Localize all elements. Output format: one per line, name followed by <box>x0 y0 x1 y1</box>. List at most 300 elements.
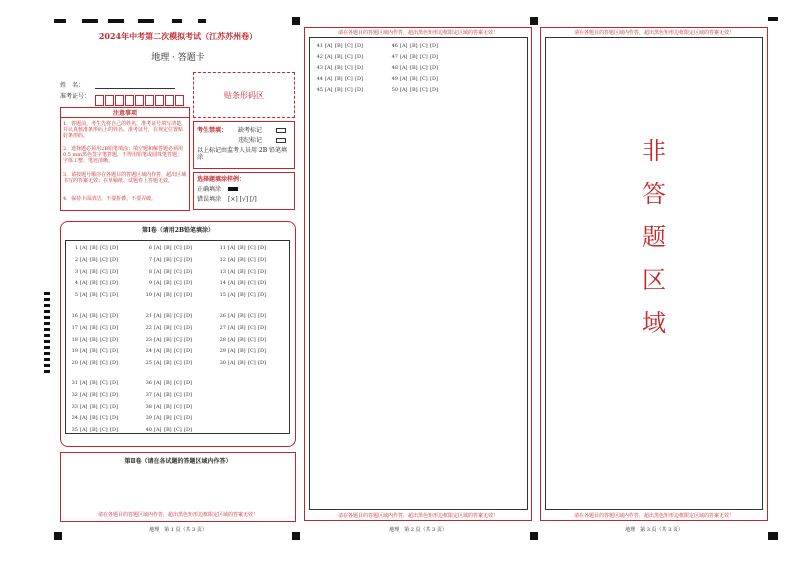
answer-bubble[interactable]: [D] <box>110 380 118 386</box>
answer-bubble[interactable]: [B] <box>90 256 98 263</box>
mcq-row <box>67 292 120 298</box>
answer-bubble[interactable]: [B] <box>90 427 98 434</box>
answer-bubble[interactable]: [B] <box>164 360 172 367</box>
timing-mark <box>108 19 124 23</box>
answer-bubble[interactable]: [C] <box>174 336 182 343</box>
answer-bubble[interactable]: [C] <box>100 256 108 263</box>
answer-bubble[interactable]: [A] <box>80 256 88 263</box>
corner-mark <box>292 532 300 540</box>
answer-bubble[interactable]: [D] <box>258 245 266 251</box>
mcq-row <box>215 280 268 286</box>
answer-bubble[interactable]: [C] <box>100 324 108 331</box>
answer-bubble[interactable]: [A] <box>325 65 333 71</box>
section1-title: 第Ⅰ卷（请用2B铅笔填涂） <box>141 227 215 234</box>
answer-bubble[interactable]: [A] <box>228 336 236 343</box>
answer-bubble[interactable]: [A] <box>400 65 408 71</box>
answer-bubble[interactable]: [C] <box>100 415 108 422</box>
side-mark <box>44 352 50 355</box>
mcq-row <box>67 280 120 286</box>
answer-bubble[interactable]: [A] <box>80 245 88 251</box>
answer-bubble[interactable]: [C] <box>174 348 182 355</box>
answer-bubble[interactable]: [C] <box>100 292 108 299</box>
mcq-row <box>67 360 120 366</box>
section2-title: 第Ⅱ卷（请在各试题的答题区域内作答） <box>124 458 232 465</box>
answer-bubble[interactable]: [C] <box>100 245 108 251</box>
question-number: 38 <box>145 403 152 410</box>
barcode-label: 贴条形码区 <box>224 91 264 100</box>
answer-bubble[interactable]: [A] <box>154 348 162 355</box>
answer-bubble[interactable]: [B] <box>410 54 418 60</box>
page2-answer-area[interactable] <box>309 37 528 510</box>
mcq-row <box>67 392 120 398</box>
answer-bubble[interactable]: [D] <box>110 348 118 355</box>
answer-bubble[interactable]: [B] <box>164 256 172 263</box>
answer-bubble[interactable]: [A] <box>228 245 236 251</box>
mcq-row <box>141 292 194 298</box>
answer-bubble[interactable]: [C] <box>248 336 256 343</box>
answer-bubble[interactable]: [B] <box>90 380 98 386</box>
answer-bubble[interactable]: [A] <box>154 268 162 275</box>
answer-bubble[interactable]: [B] <box>238 268 246 275</box>
id-label: 准考证号： <box>60 93 91 100</box>
sheet-subtitle: 地理 · 答题卡 <box>151 53 205 63</box>
answer-bubble[interactable]: [B] <box>410 65 418 71</box>
fill-example-title: 选择题填涂样例： <box>197 176 246 183</box>
wrong-fill-samples: [×] [√] [/] <box>228 196 257 203</box>
answer-bubble[interactable]: [B] <box>164 415 172 422</box>
mcq-row <box>67 269 120 275</box>
answer-bubble[interactable]: [D] <box>110 292 118 299</box>
side-mark <box>44 334 50 337</box>
answer-bubble[interactable]: [A] <box>154 292 162 299</box>
answer-bubble[interactable]: [B] <box>238 280 246 287</box>
answer-bubble[interactable]: [D] <box>258 280 266 287</box>
answer-bubble[interactable]: [D] <box>110 415 118 422</box>
answer-bubble[interactable]: [A] <box>325 87 333 93</box>
answer-bubble[interactable]: [D] <box>355 76 363 82</box>
answer-bubble[interactable]: [B] <box>238 324 246 331</box>
answer-bubble[interactable]: [C] <box>174 324 182 331</box>
answer-bubble[interactable]: [D] <box>184 292 192 299</box>
question-number: 30 <box>219 360 226 367</box>
answer-bubble[interactable]: [C] <box>248 324 256 331</box>
cheat-checkbox[interactable] <box>276 138 286 143</box>
corner-mark <box>530 17 538 25</box>
answer-bubble[interactable]: [B] <box>164 280 172 287</box>
mcq-row <box>387 76 440 82</box>
answer-bubble[interactable]: [A] <box>325 76 333 82</box>
answer-bubble[interactable]: [B] <box>335 87 343 93</box>
answer-bubble[interactable]: [D] <box>184 348 192 355</box>
mcq-row <box>67 427 120 433</box>
answer-bubble[interactable]: [B] <box>238 245 246 251</box>
answer-bubble[interactable]: [D] <box>258 360 266 367</box>
answer-bubble[interactable]: [C] <box>345 76 353 82</box>
answer-bubble[interactable]: [A] <box>154 391 162 398</box>
answer-bubble[interactable]: [B] <box>90 324 98 331</box>
answer-bubble[interactable]: [D] <box>184 280 192 287</box>
answer-bubble[interactable]: [D] <box>355 43 363 49</box>
answer-bubble[interactable]: [B] <box>90 360 98 367</box>
question-number: 23 <box>145 336 152 343</box>
non-answer-char: 答 <box>642 180 666 208</box>
answer-bubble[interactable]: [B] <box>164 336 172 343</box>
answer-bubble[interactable]: [C] <box>248 268 256 275</box>
answer-bubble[interactable]: [D] <box>110 336 118 343</box>
answer-bubble[interactable]: [C] <box>345 65 353 71</box>
answer-bubble[interactable]: [A] <box>80 313 88 319</box>
answer-bubble[interactable]: [D] <box>184 313 192 319</box>
answer-bubble[interactable]: [A] <box>154 245 162 251</box>
answer-bubble[interactable]: [C] <box>248 280 256 287</box>
answer-bubble[interactable]: [C] <box>100 380 108 386</box>
answer-bubble[interactable]: [A] <box>80 391 88 398</box>
answer-bubble[interactable]: [D] <box>430 43 438 49</box>
answer-bubble[interactable]: [A] <box>154 336 162 343</box>
answer-bubble[interactable]: [D] <box>430 65 438 71</box>
question-number: 33 <box>71 403 78 410</box>
answer-bubble[interactable]: [B] <box>410 87 418 93</box>
answer-bubble[interactable]: [A] <box>154 360 162 367</box>
answer-bubble[interactable]: [C] <box>420 43 428 49</box>
answer-bubble[interactable]: [A] <box>228 256 236 263</box>
answer-bubble[interactable]: [C] <box>420 54 428 60</box>
corner-mark <box>768 532 778 540</box>
answer-bubble[interactable]: [C] <box>100 348 108 355</box>
answer-bubble[interactable]: [C] <box>174 427 182 434</box>
answer-bubble[interactable]: [C] <box>248 292 256 299</box>
answer-bubble[interactable]: [B] <box>164 427 172 434</box>
answer-bubble[interactable]: [B] <box>164 268 172 275</box>
answer-bubble[interactable]: [A] <box>80 268 88 275</box>
answer-bubble[interactable]: [A] <box>325 54 333 60</box>
answer-bubble[interactable]: [C] <box>174 360 182 367</box>
answer-bubble[interactable]: [D] <box>110 403 118 410</box>
answer-bubble[interactable]: [A] <box>228 348 236 355</box>
answer-bubble[interactable]: [B] <box>164 324 172 331</box>
notice-title: 注意事项 <box>112 110 137 117</box>
answer-bubble[interactable]: [D] <box>184 360 192 367</box>
answer-bubble[interactable]: [D] <box>258 292 266 299</box>
answer-bubble[interactable]: [B] <box>164 391 172 398</box>
answer-bubble[interactable]: [C] <box>345 43 353 49</box>
answer-bubble[interactable]: [B] <box>164 292 172 299</box>
answer-bubble[interactable]: [D] <box>184 245 192 251</box>
answer-bubble[interactable]: [D] <box>184 380 192 386</box>
answer-bubble[interactable]: [A] <box>80 403 88 410</box>
answer-bubble[interactable]: [B] <box>164 380 172 386</box>
question-number: 42 <box>316 54 323 60</box>
answer-bubble[interactable]: [D] <box>355 87 363 93</box>
answer-bubble[interactable]: [A] <box>80 292 88 299</box>
answer-bubble[interactable]: [A] <box>80 324 88 331</box>
question-number: 18 <box>71 336 78 343</box>
answer-bubble[interactable]: [B] <box>90 391 98 398</box>
notice-item-2: 2．选择题必须用2B铅笔填涂；填空题和解答题必须用0.5 mm黑色签字笔答题，不得用铅笔或圆珠笔答题；字体工整、笔迹清晰。 <box>63 146 184 164</box>
answer-bubble[interactable]: [D] <box>110 268 118 275</box>
answer-bubble[interactable]: [D] <box>355 65 363 71</box>
answer-bubble[interactable]: [B] <box>164 313 172 319</box>
answer-bubble[interactable]: [C] <box>100 280 108 287</box>
answer-bubble[interactable]: [C] <box>248 256 256 263</box>
side-mark <box>44 328 50 331</box>
answer-bubble[interactable]: [A] <box>154 415 162 422</box>
answer-bubble[interactable]: [C] <box>174 313 182 319</box>
answer-bubble[interactable]: [C] <box>345 87 353 93</box>
question-number: 35 <box>71 427 78 434</box>
name-label: 姓 名： <box>60 82 85 89</box>
answer-bubble[interactable]: [B] <box>164 403 172 410</box>
answer-bubble[interactable]: [B] <box>238 313 246 319</box>
answer-bubble[interactable]: [D] <box>184 403 192 410</box>
answer-bubble[interactable]: [C] <box>345 54 353 60</box>
question-number: 4 <box>74 280 78 287</box>
answer-bubble[interactable]: [B] <box>90 415 98 422</box>
answer-bubble[interactable]: [B] <box>90 292 98 299</box>
answer-bubble[interactable]: [D] <box>184 336 192 343</box>
answer-bubble[interactable]: [D] <box>258 268 266 275</box>
answer-bubble[interactable]: [A] <box>154 313 162 319</box>
answer-bubble[interactable]: [D] <box>430 87 438 93</box>
answer-bubble[interactable]: [C] <box>174 403 182 410</box>
mcq-row <box>312 43 365 49</box>
answer-bubble[interactable]: [C] <box>174 245 182 251</box>
answer-bubble[interactable]: [A] <box>228 324 236 331</box>
non-answer-area-text <box>545 130 763 345</box>
exam-title: 2024年中考第二次模拟考试（江苏苏州卷） <box>98 31 258 41</box>
answer-bubble[interactable]: [D] <box>184 256 192 263</box>
answer-bubble[interactable]: [A] <box>228 360 236 367</box>
answer-bubble[interactable]: [A] <box>400 76 408 82</box>
answer-bubble[interactable]: [A] <box>154 280 162 287</box>
answer-bubble[interactable]: [B] <box>90 336 98 343</box>
question-number: 22 <box>145 324 152 331</box>
non-answer-char: 题 <box>642 223 666 251</box>
mcq-row <box>215 348 268 354</box>
mcq-row <box>67 313 120 319</box>
question-number: 36 <box>145 380 152 386</box>
answer-bubble[interactable]: [C] <box>248 245 256 251</box>
answer-bubble[interactable]: [B] <box>335 43 343 49</box>
answer-bubble[interactable]: [C] <box>248 348 256 355</box>
answer-bubble[interactable]: [C] <box>420 76 428 82</box>
corner-mark <box>530 532 538 540</box>
answer-bubble[interactable]: [C] <box>174 380 182 386</box>
footer-page-3: 地理 第 3 页（共 3 页） <box>625 527 683 533</box>
question-number: 39 <box>145 415 152 422</box>
mcq-row <box>67 245 120 251</box>
question-number: 11 <box>219 245 226 251</box>
answer-bubble[interactable]: [C] <box>100 360 108 367</box>
side-mark <box>44 358 50 361</box>
mcq-row <box>387 43 440 49</box>
answer-bubble[interactable]: [D] <box>355 54 363 60</box>
correct-fill-label: 正确填涂 <box>197 186 222 193</box>
question-number: 10 <box>145 292 152 299</box>
answer-bubble[interactable]: [B] <box>90 403 98 410</box>
question-number: 27 <box>219 324 226 331</box>
answer-bubble[interactable]: [D] <box>258 313 266 319</box>
mcq-row <box>215 257 268 263</box>
answer-bubble[interactable]: [B] <box>410 76 418 82</box>
mcq-row <box>141 348 194 354</box>
timing-mark <box>138 19 154 23</box>
mcq-row <box>67 257 120 263</box>
side-mark <box>44 304 50 307</box>
answer-bubble[interactable]: [C] <box>174 268 182 275</box>
answer-bubble[interactable]: [B] <box>164 348 172 355</box>
answer-bubble[interactable]: [C] <box>248 313 256 319</box>
answer-bubble[interactable]: [A] <box>80 380 88 386</box>
mcq-row <box>215 313 268 319</box>
mcq-row <box>141 392 194 398</box>
answer-bubble[interactable]: [D] <box>110 256 118 263</box>
answer-bubble[interactable]: [C] <box>174 292 182 299</box>
notice-item-3: 3．请按题号顺序在各题目的答题区域内作答，超出区域书写的答案无效；在草稿纸、试题卷上答题无效。 <box>63 172 187 184</box>
answer-bubble[interactable]: [D] <box>258 348 266 355</box>
answer-bubble[interactable]: [D] <box>110 360 118 367</box>
mcq-row <box>141 245 194 251</box>
answer-bubble[interactable]: [D] <box>430 76 438 82</box>
answer-bubble[interactable]: [A] <box>228 268 236 275</box>
question-number: 6 <box>148 245 152 251</box>
absent-checkbox[interactable] <box>276 128 286 133</box>
answer-bubble[interactable]: [C] <box>100 336 108 343</box>
status-note: 以上标记由监考人员用 2B 铅笔填涂 <box>197 147 288 161</box>
corner-mark <box>54 532 62 540</box>
answer-bubble[interactable]: [B] <box>164 245 172 251</box>
answer-bubble[interactable]: [D] <box>184 415 192 422</box>
answer-bubble[interactable]: [B] <box>238 292 246 299</box>
answer-bubble[interactable]: [D] <box>184 268 192 275</box>
answer-bubble[interactable]: [C] <box>174 280 182 287</box>
answer-bubble[interactable]: [A] <box>154 324 162 331</box>
answer-bubble[interactable]: [D] <box>430 54 438 60</box>
answer-bubble[interactable]: [D] <box>110 245 118 251</box>
mcq-row <box>141 427 194 433</box>
answer-bubble[interactable]: [A] <box>80 280 88 287</box>
mcq-row <box>387 65 440 71</box>
answer-bubble[interactable]: [B] <box>90 245 98 251</box>
answer-bubble[interactable]: [A] <box>400 43 408 49</box>
answer-bubble[interactable]: [D] <box>184 427 192 434</box>
timing-mark <box>172 19 182 23</box>
question-number: 17 <box>71 324 78 331</box>
answer-bubble[interactable]: [C] <box>100 313 108 319</box>
mcq-row <box>215 292 268 298</box>
answer-bubble[interactable]: [D] <box>110 427 118 434</box>
cheat-label: 违纪标记 <box>238 137 263 144</box>
page2-warning-top: 请在各题目的答题区域内作答，超出黑色矩形边框限定区域的答案无效！ <box>337 30 498 36</box>
answer-bubble[interactable]: [A] <box>400 87 408 93</box>
mcq-row <box>215 245 268 251</box>
answer-bubble[interactable]: [A] <box>80 348 88 355</box>
notice-item-4: 4．保持卡面清洁，不要折叠、不要弄破。 <box>63 196 157 202</box>
answer-bubble[interactable]: [D] <box>258 256 266 263</box>
notice-divider <box>60 117 190 118</box>
answer-bubble[interactable]: [A] <box>154 403 162 410</box>
answer-bubble[interactable]: [C] <box>100 403 108 410</box>
answer-bubble[interactable]: [D] <box>110 324 118 331</box>
answer-bubble[interactable]: [A] <box>228 292 236 299</box>
question-number: 46 <box>391 43 398 49</box>
answer-bubble[interactable]: [B] <box>335 54 343 60</box>
correct-fill-sample <box>228 187 238 191</box>
answer-bubble[interactable]: [C] <box>420 87 428 93</box>
answer-bubble[interactable]: [B] <box>238 360 246 367</box>
answer-bubble[interactable]: [A] <box>154 256 162 263</box>
answer-bubble[interactable]: [D] <box>110 313 118 319</box>
answer-bubble[interactable]: [C] <box>100 391 108 398</box>
question-number: 2 <box>74 256 78 263</box>
answer-bubble[interactable]: [B] <box>90 313 98 319</box>
mcq-row <box>67 380 120 386</box>
answer-bubble[interactable]: [A] <box>80 415 88 422</box>
answer-bubble[interactable]: [B] <box>335 76 343 82</box>
answer-bubble[interactable]: [A] <box>154 427 162 434</box>
mcq-row <box>312 87 365 93</box>
answer-bubble[interactable]: [D] <box>258 324 266 331</box>
answer-bubble[interactable]: [D] <box>110 391 118 398</box>
side-mark <box>44 310 50 313</box>
answer-bubble[interactable]: [A] <box>228 280 236 287</box>
answer-bubble[interactable]: [D] <box>184 324 192 331</box>
question-number: 28 <box>219 336 226 343</box>
mcq-row <box>141 404 194 410</box>
mcq-row <box>141 313 194 319</box>
answer-bubble[interactable]: [B] <box>410 43 418 49</box>
answer-bubble[interactable]: [A] <box>154 380 162 386</box>
answer-bubble[interactable]: [A] <box>325 43 333 49</box>
answer-bubble[interactable]: [C] <box>100 427 108 434</box>
answer-bubble[interactable]: [B] <box>238 256 246 263</box>
question-number: 8 <box>148 268 152 275</box>
answer-bubble[interactable]: [B] <box>335 65 343 71</box>
question-number: 15 <box>219 292 226 299</box>
answer-bubble[interactable]: [A] <box>80 360 88 367</box>
answer-bubble[interactable]: [B] <box>90 280 98 287</box>
answer-bubble[interactable]: [B] <box>90 268 98 275</box>
answer-bubble[interactable]: [C] <box>100 268 108 275</box>
answer-bubble[interactable]: [C] <box>174 415 182 422</box>
answer-bubble[interactable]: [C] <box>420 65 428 71</box>
answer-bubble[interactable]: [B] <box>90 348 98 355</box>
answer-bubble[interactable]: [D] <box>184 391 192 398</box>
mcq-row <box>67 325 120 331</box>
question-number: 47 <box>391 54 398 60</box>
side-mark <box>44 322 50 325</box>
answer-bubble[interactable]: [A] <box>228 313 236 319</box>
notice-item-1: 1．答题前，考生先将自己的姓名，准考证号填写清楚，并认真核准条形码上的姓名、准考证号，在规定位置贴好条形码。 <box>63 121 187 139</box>
answer-bubble[interactable]: [C] <box>248 360 256 367</box>
answer-bubble[interactable]: [C] <box>174 391 182 398</box>
answer-bubble[interactable]: [A] <box>80 336 88 343</box>
answer-bubble[interactable]: [D] <box>110 280 118 287</box>
question-number: 20 <box>71 360 78 367</box>
question-number: 43 <box>316 65 323 71</box>
answer-bubble[interactable]: [D] <box>258 336 266 343</box>
answer-bubble[interactable]: [B] <box>238 348 246 355</box>
name-line[interactable] <box>95 88 175 89</box>
question-number: 31 <box>71 380 78 386</box>
question-number: 25 <box>145 360 152 367</box>
mcq-row <box>141 337 194 343</box>
answer-bubble[interactable]: [A] <box>80 427 88 434</box>
answer-bubble[interactable]: [C] <box>174 256 182 263</box>
question-number: 7 <box>148 256 152 263</box>
answer-bubble[interactable]: [B] <box>238 336 246 343</box>
answer-bubble[interactable]: [A] <box>400 54 408 60</box>
